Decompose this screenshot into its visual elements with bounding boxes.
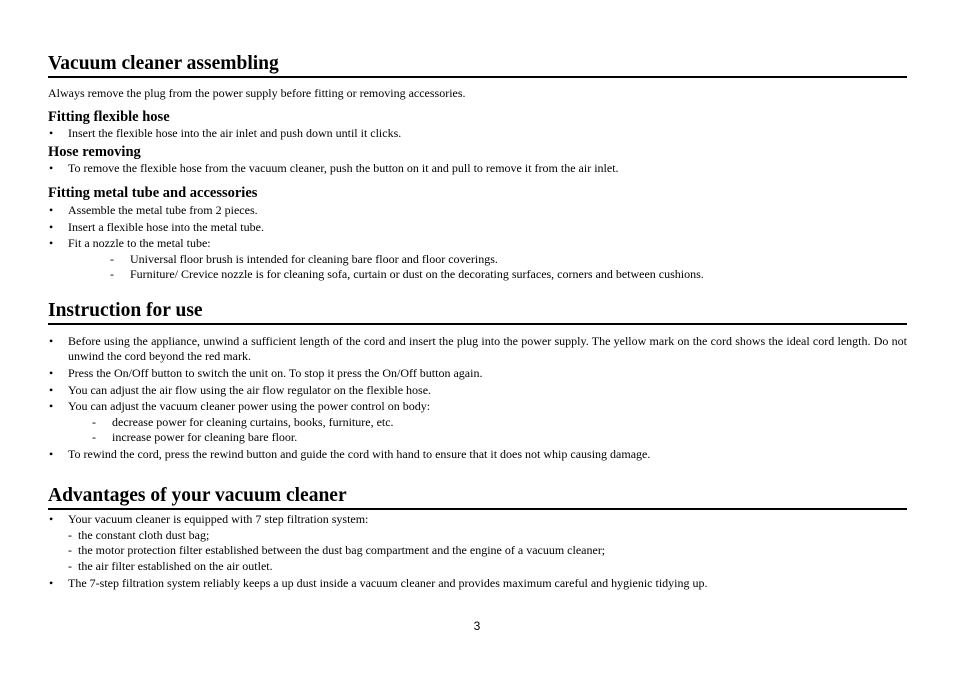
bullet-icon: • bbox=[49, 447, 54, 461]
dash-icon: - bbox=[68, 559, 72, 573]
list-item: • The 7-step filtration system reliably keeps a up dust inside a vacuum cleaner and provides maximum careful and hygienic tidying up. bbox=[49, 576, 708, 590]
bullet-icon: • bbox=[49, 203, 54, 217]
dash-icon: - bbox=[110, 267, 114, 281]
power-item: - increase power for cleaning bare floor. bbox=[92, 430, 298, 444]
nozzle-item: - Furniture/ Crevice nozzle is for cleaning sofa, curtain or dust on the decorating surfaces, corners and between cushions. bbox=[110, 267, 704, 281]
list-item: • Press the On/Off button to switch the unit on. To stop it press the On/Off button again. bbox=[49, 366, 483, 380]
list-item: • Insert the flexible hose into the air inlet and push down until it clicks. bbox=[49, 126, 402, 140]
subheading-fitting-hose: Fitting flexible hose bbox=[48, 109, 170, 125]
list-item: • Insert a flexible hose into the metal tube. bbox=[49, 220, 264, 234]
list-item: • Fit a nozzle to the metal tube: bbox=[49, 236, 211, 250]
list-item: • You can adjust the air flow using the air flow regulator on the flexible hose. bbox=[49, 383, 432, 397]
bullet-icon: • bbox=[49, 126, 54, 140]
dash-icon: - bbox=[68, 528, 72, 542]
section-heading-advantages: Advantages of your vacuum cleaner bbox=[48, 484, 907, 510]
dash-icon: - bbox=[110, 252, 114, 266]
bullet-icon: • bbox=[49, 512, 54, 526]
bullet-icon: • bbox=[49, 220, 54, 234]
list-item: • Before using the appliance, unwind a sufficient length of the cord and insert the plug into the power supply. The yellow mark on the cord shows the ideal cord length. Do not unwind the cord beyond the red mark. bbox=[49, 334, 907, 363]
dash-icon: - bbox=[92, 415, 96, 429]
assembling-intro: Always remove the plug from the power supply before fitting or removing accessories. bbox=[48, 86, 466, 100]
list-item: • To remove the flexible hose from the vacuum cleaner, push the button on it and pull to remove it from the air inlet. bbox=[49, 161, 619, 175]
bullet-icon: • bbox=[49, 399, 54, 413]
bullet-icon: • bbox=[49, 383, 54, 397]
filter-item: - the motor protection filter established between the dust bag compartment and the engine of a vacuum cleaner; bbox=[68, 543, 606, 557]
bullet-icon: • bbox=[49, 334, 54, 348]
subheading-hose-removing: Hose removing bbox=[48, 144, 141, 160]
dash-icon: - bbox=[68, 543, 72, 557]
bullet-icon: • bbox=[49, 236, 54, 250]
bullet-icon: • bbox=[49, 366, 54, 380]
list-item: • Your vacuum cleaner is equipped with 7 step filtration system: bbox=[49, 512, 369, 526]
section-heading-instruction: Instruction for use bbox=[48, 299, 907, 325]
list-item: • Assemble the metal tube from 2 pieces. bbox=[49, 203, 258, 217]
power-item: - decrease power for cleaning curtains, books, furniture, etc. bbox=[92, 415, 394, 429]
page-number: 3 bbox=[473, 619, 481, 633]
bullet-icon: • bbox=[49, 161, 54, 175]
section-heading-assembling: Vacuum cleaner assembling bbox=[48, 52, 907, 78]
dash-icon: - bbox=[92, 430, 96, 444]
filter-item: - the constant cloth dust bag; bbox=[68, 528, 210, 542]
list-item: • To rewind the cord, press the rewind button and guide the cord with hand to ensure that it does not whip causing damage. bbox=[49, 447, 651, 461]
bullet-icon: • bbox=[49, 576, 54, 590]
nozzle-item: - Universal floor brush is intended for cleaning bare floor and floor coverings. bbox=[110, 252, 498, 266]
subheading-metal-tube: Fitting metal tube and accessories bbox=[48, 185, 258, 201]
list-item: • You can adjust the vacuum cleaner power using the power control on body: bbox=[49, 399, 431, 413]
filter-item: - the air filter established on the air outlet. bbox=[68, 559, 273, 573]
